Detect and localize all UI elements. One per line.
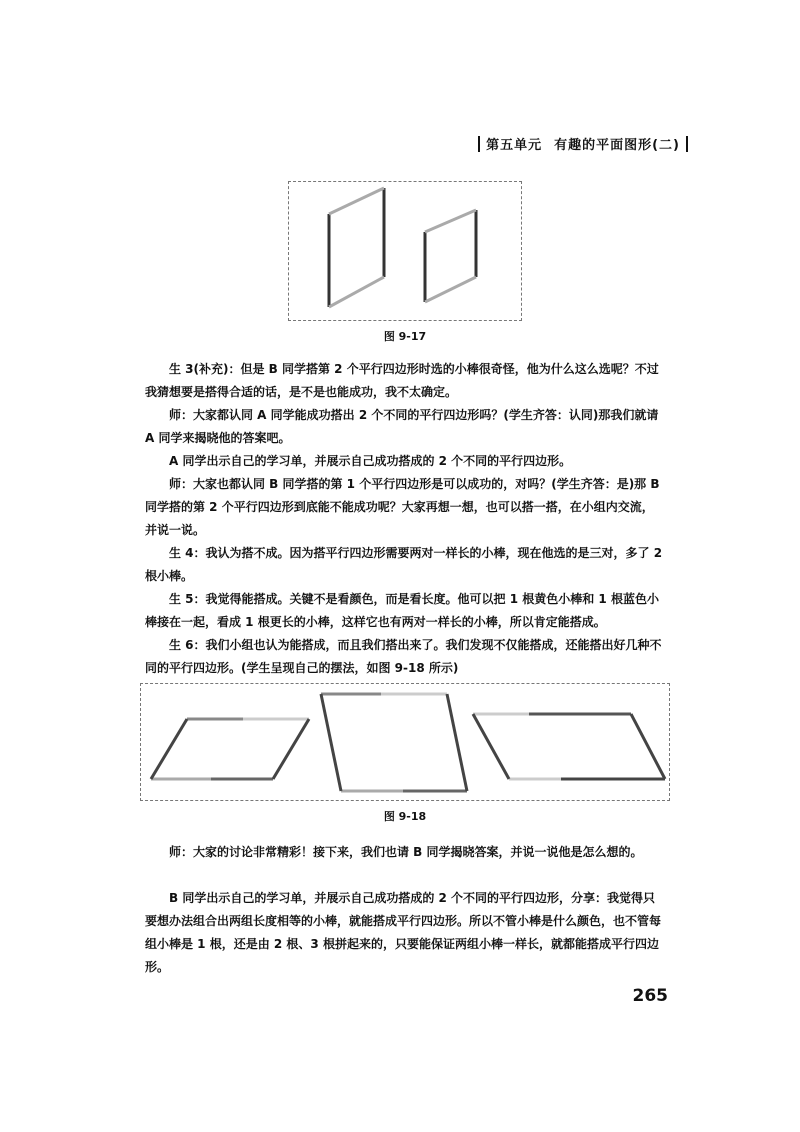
- stick-bottom-b: [425, 277, 476, 302]
- running-header: [472, 134, 694, 153]
- page-number: 265: [632, 986, 668, 1006]
- figure-9-17: [288, 181, 522, 321]
- p2-left: [321, 694, 341, 791]
- header-unit: 第五单元: [486, 138, 543, 153]
- stick-top-a: [329, 188, 384, 214]
- header-bar-left: [478, 136, 480, 152]
- figure-9-18-drawing: [141, 684, 669, 800]
- parallelogram-a: [329, 188, 384, 307]
- stick-bottom-a: [329, 277, 384, 307]
- header-title: 有趣的平面图形(二): [554, 138, 680, 153]
- p3-left: [473, 714, 509, 779]
- paragraph-7: 生 6：我们小组也认为能搭成，而且我们搭出来了。我们发现不仅能搭成，还能搭出好几种不同的平行四边形。(学生呈现自己的摆法，如图 9-18 所示): [145, 638, 662, 675]
- parallelogram-3: [473, 714, 665, 779]
- stick-top-b: [425, 210, 476, 232]
- paragraph-1: 生 3(补充)：但是 B 同学搭第 2 个平行四边形时选的小棒很奇怪，他为什么这么选呢？不过我猜想要是搭得合适的话，是不是也能成功，我不太确定。: [145, 362, 659, 399]
- header-bar-right: [686, 136, 688, 152]
- figure-9-17-caption: 图 9-17: [383, 330, 427, 343]
- parallelogram-b: [425, 210, 476, 302]
- paragraph-5: 生 4：我认为搭不成。因为搭平行四边形需要两对一样长的小棒，现在他选的是三对，多了 2 根小棒。: [145, 546, 663, 583]
- figure-9-17-drawing: [289, 182, 521, 320]
- p1-right: [273, 719, 309, 779]
- paragraph-3: A 同学出示自己的学习单，并展示自己成功搭成的 2 个不同的平行四边形。: [169, 454, 572, 468]
- paragraph-4: 师：大家也都认同 B 同学搭的第 1 个平行四边形是可以成功的，对吗？(学生齐答：是)那 B 同学搭的第 2 个平行四边形到底能不能成功呢？大家再想一想，也可以搭一搭，在小组内交流，并说一说。: [145, 477, 660, 537]
- paragraph-6: 生 5：我觉得能搭成。关键不是看颜色，而是看长度。他可以把 1 根黄色小棒和 1 根蓝色小棒接在一起，看成 1 根更长的小棒，这样它也有两对一样长的小棒，所以肯定能搭成。: [145, 592, 659, 629]
- paragraph-8: 师：大家的讨论非常精彩！接下来，我们也请 B 同学揭晓答案，并说一说他是怎么想的。: [169, 845, 643, 859]
- p3-right: [631, 714, 665, 779]
- paragraph-2: 师：大家都认同 A 同学能成功搭出 2 个不同的平行四边形吗？(学生齐答：认同)那我们就请 A 同学来揭晓他的答案吧。: [145, 408, 659, 445]
- p1-left: [151, 719, 187, 779]
- p2-right: [447, 694, 467, 791]
- parallelogram-1: [151, 719, 309, 779]
- figure-9-18-caption: 图 9-18: [383, 810, 427, 823]
- parallelogram-2: [321, 694, 467, 791]
- paragraph-9: B 同学出示自己的学习单，并展示自己成功搭成的 2 个不同的平行四边形，分享：我觉得只要想办法组合出两组长度相等的小棒，就能搭成平行四边形。所以不管小棒是什么颜色，也不管每组小棒是 1 根，还是由 2 根、3 根拼起来的，只要能保证两组小棒一样长，就都能搭成平行四边形。: [145, 891, 662, 974]
- figure-9-18: [140, 683, 670, 801]
